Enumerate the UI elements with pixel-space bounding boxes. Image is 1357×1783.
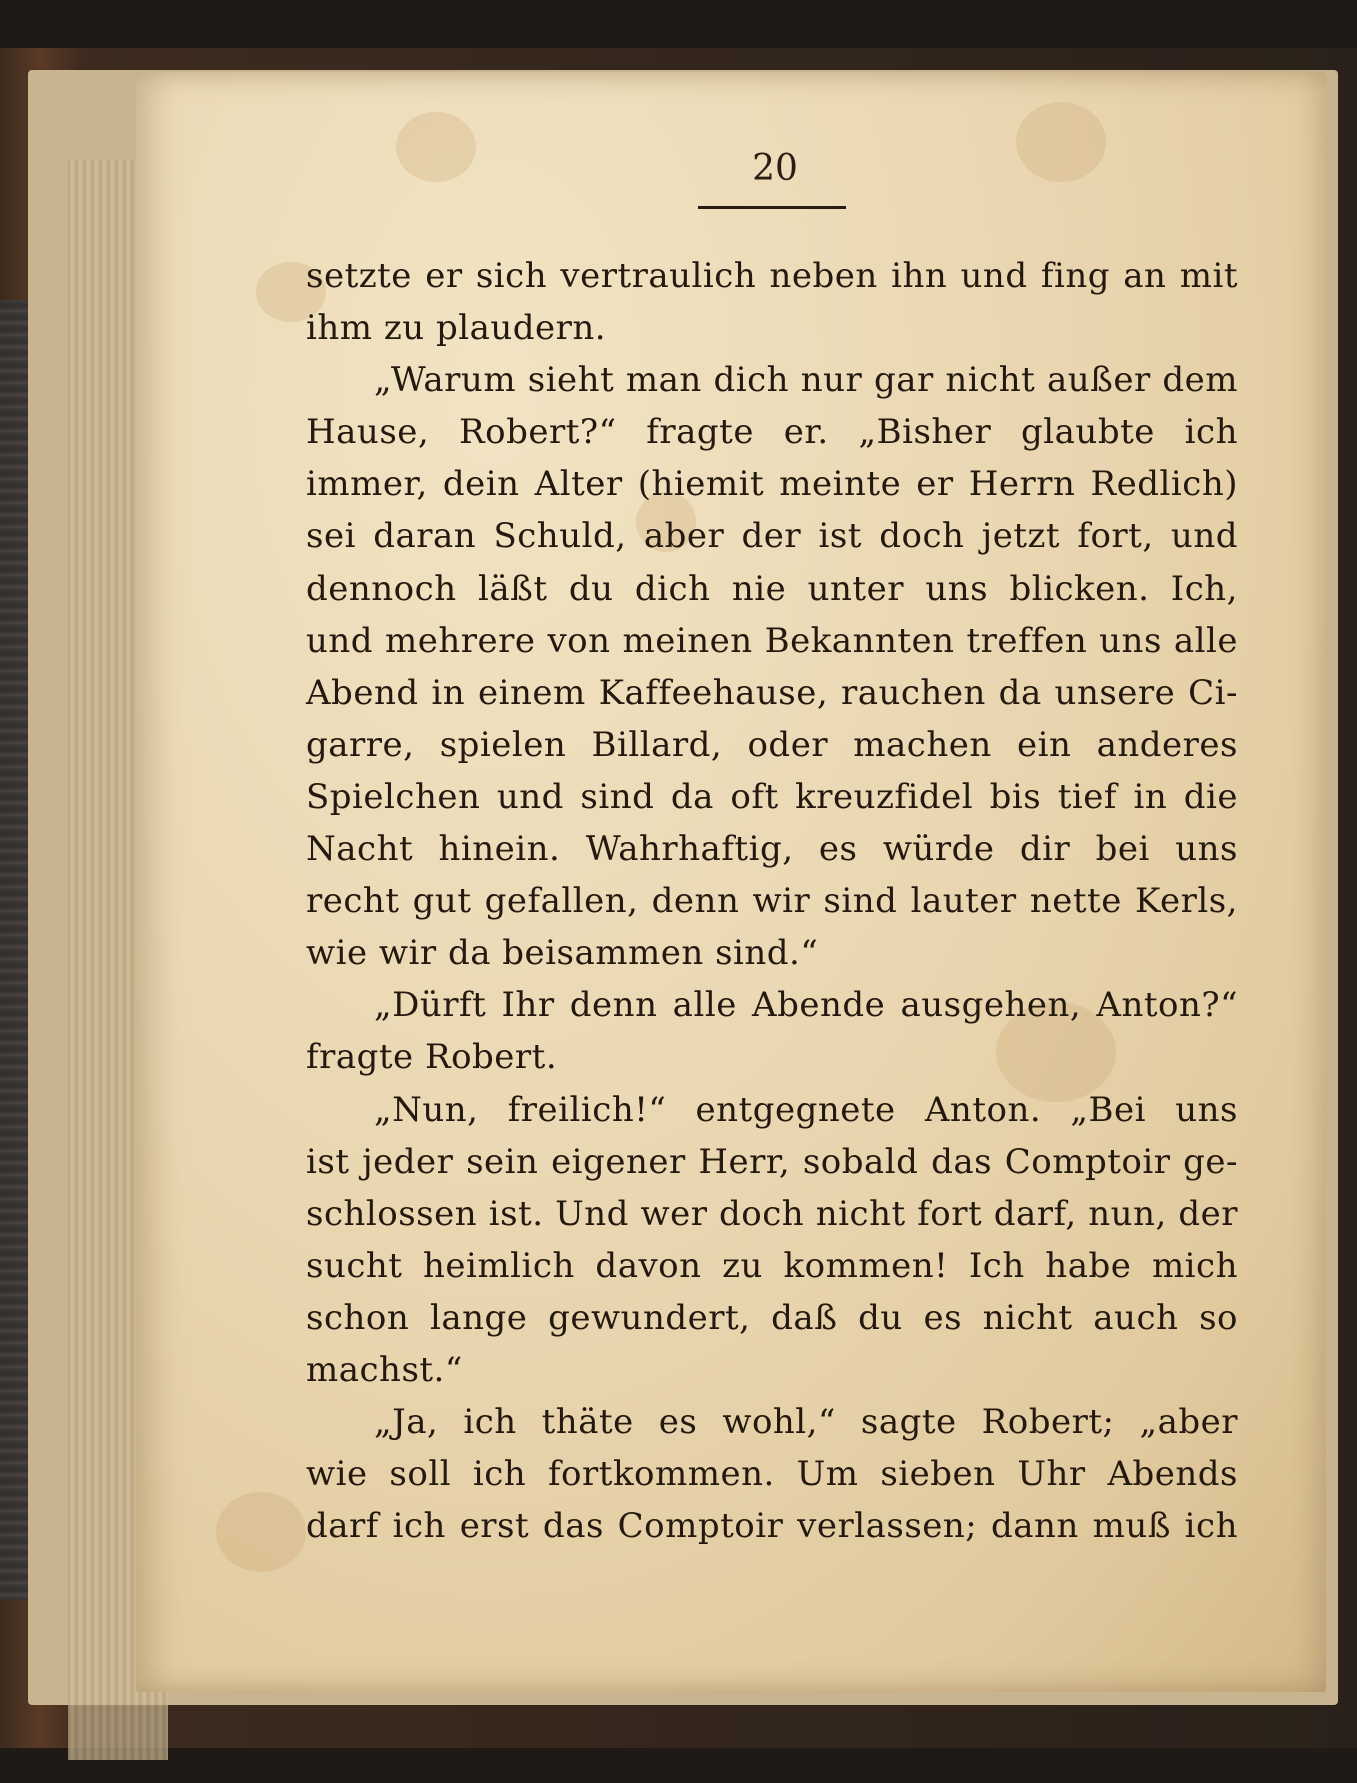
text-line: „Warum sieht man dich nur gar nicht außer dem bbox=[374, 360, 1238, 401]
text-line: Hause, Robert?“ fragte er. „Bisher glaubte ich bbox=[306, 412, 1238, 453]
text-line: „Ja, ich thäte es wohl,“ sagte Robert; „aber bbox=[374, 1402, 1238, 1443]
text-line: „Nun, freilich!“ entgegnete Anton. „Bei uns bbox=[374, 1089, 1238, 1130]
text-line: sucht heimlich davon zu kommen! Ich habe mich bbox=[306, 1245, 1238, 1286]
text-line: ist jeder sein eigener Herr, sobald das Comptoir ge- bbox=[306, 1141, 1238, 1182]
text-line: darf ich erst das Comptoir verlassen; dann muß ich bbox=[306, 1506, 1238, 1547]
text-line: immer, dein Alter (hiemit meinte er Herrn Redlich) bbox=[306, 464, 1238, 505]
paper-stain bbox=[396, 112, 476, 182]
page-number: 20 bbox=[752, 148, 798, 189]
text-line: garre, spielen Billard, oder machen ein anderes bbox=[306, 724, 1238, 765]
text-line: und mehrere von meinen Bekannten treffen uns alle bbox=[306, 620, 1238, 661]
text-line: wie wir da beisammen sind.“ bbox=[306, 933, 819, 974]
text-line: dennoch läßt du dich nie unter uns blicken. Ich, bbox=[306, 568, 1238, 609]
book-cover-edge bbox=[0, 300, 28, 1600]
text-line: machst.“ bbox=[306, 1349, 463, 1390]
text-line: ihm zu plaudern. bbox=[306, 308, 607, 349]
text-line: wie soll ich fortkommen. Um sieben Uhr Abends bbox=[306, 1454, 1238, 1495]
paper-stain bbox=[1016, 102, 1106, 182]
text-line: recht gut gefallen, denn wir sind lauter nette Kerls, bbox=[306, 881, 1238, 922]
text-line: „Dürft Ihr denn alle Abende ausgehen, Anton?“ bbox=[374, 985, 1238, 1026]
text-line: Abend in einem Kaffeehause, rauchen da unsere Ci- bbox=[306, 672, 1238, 713]
text-line: schlossen ist. Und wer doch nicht fort darf, nun, der bbox=[306, 1193, 1238, 1234]
text-line: sei daran Schuld, aber der ist doch jetzt fort, und bbox=[306, 516, 1238, 557]
text-line: fragte Robert. bbox=[306, 1037, 558, 1078]
page-number-rule bbox=[698, 206, 846, 209]
text-line: Nacht hinein. Wahrhaftig, es würde dir bei uns bbox=[306, 829, 1238, 870]
text-line: schon lange gewundert, daß du es nicht auch so bbox=[306, 1297, 1238, 1338]
text-line: setzte er sich vertraulich neben ihn und fing an mit bbox=[306, 256, 1238, 296]
text-line: Spielchen und sind da oft kreuzfidel bis tief in die bbox=[306, 776, 1238, 817]
body-text bbox=[306, 250, 1238, 1552]
paper-stain bbox=[216, 1492, 306, 1572]
